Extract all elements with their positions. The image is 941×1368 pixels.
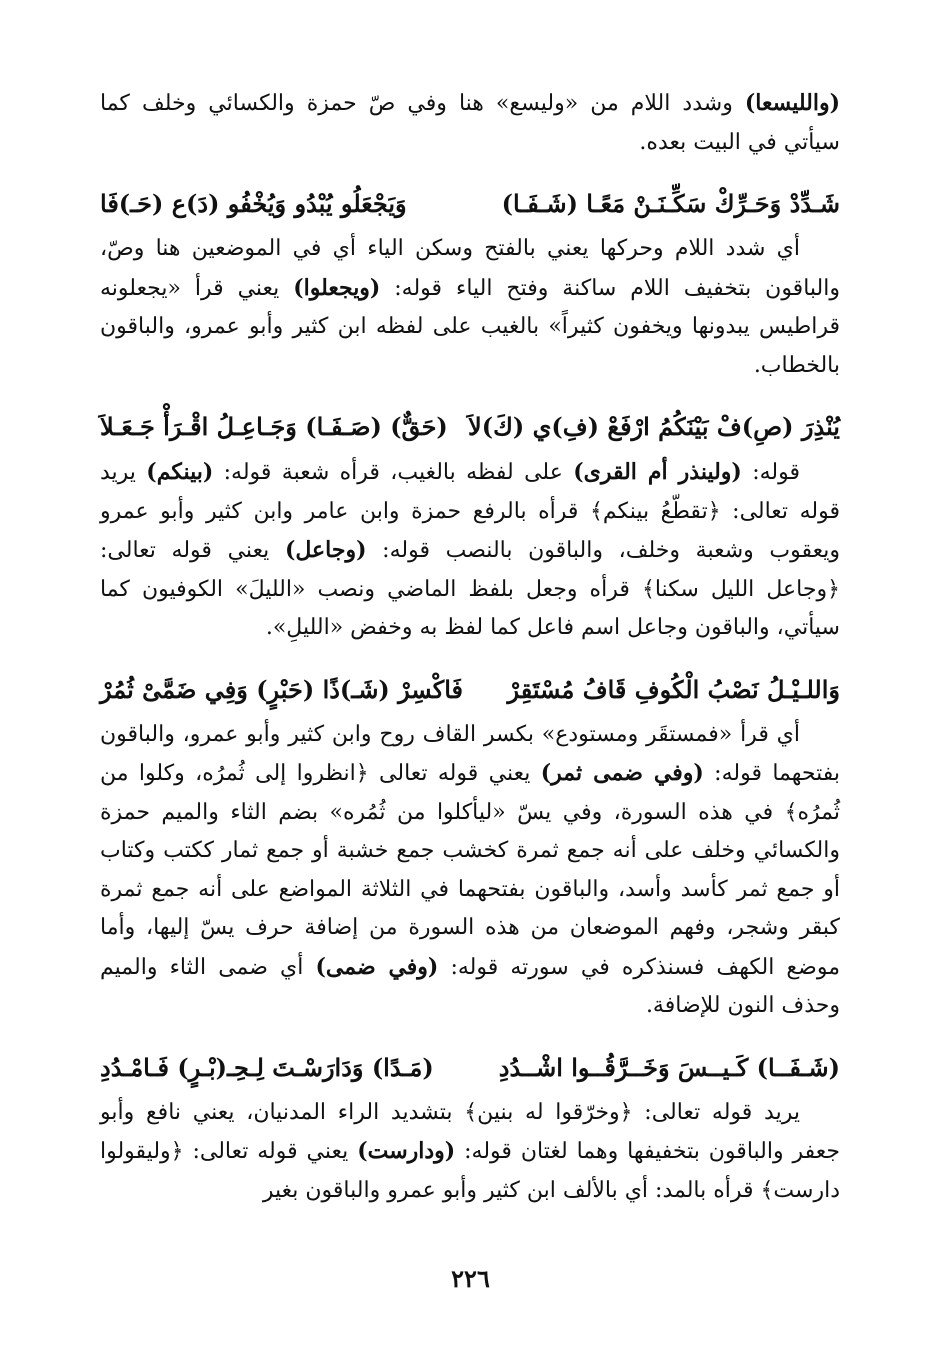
verse-first-hemistich: يُنْذِرَ (صِ)فْ بَيْنَكُمُ ارْفَعْ (فِ)ي (كَ)لاَ bbox=[468, 412, 840, 441]
text-run: أي شدد اللام وحركها يعني بالفتح وسكن الياء أي في الموضعين هنا وصّ، والباقون بتخفيف اللام ساكنة وفتح الياء قوله: bbox=[100, 236, 840, 301]
commentary-paragraph bbox=[100, 716, 840, 1026]
page-number: ٢٢٦ bbox=[451, 1264, 490, 1293]
quoted-term: (بينكم) bbox=[146, 459, 214, 485]
text-run: يريد قوله تعالى: ﴿تقطّعُ بينكم﴾ قرأه بالرفع حمزة وابن عامر وابن كثير وأبو عمرو ويعقوب وشعبة وخلف، والباقون بالنصب قوله: bbox=[100, 460, 840, 563]
poem-verse bbox=[100, 670, 840, 710]
verse-second-hemistich: وَيَجْعَلُو يُبْدُو وَيُخْفُو (دَ)ع (حَـ)فَا bbox=[100, 189, 407, 218]
poem-verse bbox=[100, 407, 840, 447]
commentary-paragraph bbox=[100, 1094, 840, 1211]
text-run: يعني قوله تعالى ﴿انظروا إلى ثُمرُه، وكلوا من ثُمرُه﴾ في هذه السورة، وفي يسّ «ليأكلوا من ثُمُره» بضم الثاء والميم حمزة والكسائي وخلف على أنه جمع ثمرة كخشب جمع خشبة أو جمع ثمار ككتب وكتاب أو جمع ثمر كأسد وأسد، والباقون بفتحهما في الثلاثة المواضع على أنه جمع ثمرة كبقر وشجر، وفهم الموضعان من هذه السورة من إضافة حرف يسّ إليها، وأما موضع الكهف فسنذكره في سورته قوله: bbox=[100, 761, 840, 980]
quoted-term: (وفي ضمى) bbox=[315, 953, 439, 980]
text-run: يعني قرأ «يجعلونه قراطيس يبدونها ويخفون كثيراً» بالغيب على لفظه ابن كثير وأبو عمرو، والباقون بالخطاب. bbox=[100, 275, 840, 378]
quoted-term: (ويجعلوا) bbox=[293, 274, 381, 301]
quoted-term: (وجاعل) bbox=[284, 537, 367, 563]
text-run: أي قرأ «فمستقَر ومستودع» بكسر القاف روح وابن كثير وأبو عمرو، والباقون بفتحهما قوله: bbox=[100, 721, 840, 786]
quoted-term: (ودارست) bbox=[357, 1138, 456, 1164]
text-run: يعني قوله تعالى: ﴿وجاعل الليل سكنا﴾ قرأه وجعل بلفظ الماضي ونصب «الليلَ» الكوفيون كما سيأتي، والباقون وجاعل اسم فاعل كما لفظ به وخفض «الليلِ». bbox=[100, 538, 840, 640]
text-run: أي ضمى الثاء والميم وحذف النون للإضافة. bbox=[100, 954, 840, 1018]
commentary-paragraph bbox=[100, 84, 840, 162]
text-run: قوله: bbox=[741, 460, 800, 485]
verse-first-hemistich: وَاللـيْـلُ نَصْبُ الْكُوفِ قَافُ مُسْتَقِرْ bbox=[507, 674, 840, 704]
text-run: على لفظه بالغيب، قرأه شعبة قوله: bbox=[213, 460, 574, 485]
text-run: وشدد اللام من «وليسع» هنا وفي صّ حمزة والكسائي وخلف كما سيأتي في البيت بعده. bbox=[100, 91, 840, 155]
verse-first-hemistich: شَـدِّدْ وَحَـرِّكْ سَكِّـنَـنْ مَعًـا (شَـفَـا) bbox=[501, 189, 840, 218]
verse-first-hemistich: (شَـفَــا) كَـيــسَ وَخَــرَّقُــوا اشْــدُدِ bbox=[498, 1052, 840, 1082]
commentary-paragraph bbox=[100, 453, 840, 648]
verse-second-hemistich: فَاكْسِرْ (شَـ)ذًا (حَبْرٍ) وَفِي ضَمَّىْ ثُمُرْ bbox=[100, 674, 463, 704]
quoted-term: (ولينذر أم القرى) bbox=[573, 459, 742, 485]
quoted-term: (وفي ضمى ثمر) bbox=[540, 760, 704, 786]
quoted-term: (والليسعا) bbox=[744, 90, 840, 116]
text-run: يريد قوله تعالى: ﴿وخرّقوا له بنين﴾ بتشديد الراء المدنيان، يعني نافع وأبو جعفر والباقون بتخفيفها وهما لغتان قوله: bbox=[100, 1099, 840, 1164]
text-run: يعني قوله تعالى: ﴿وليقولوا دارست﴾ قرأه بالمد: أي بالألف ابن كثير وأبو عمرو والباقون بغير bbox=[100, 1139, 840, 1203]
poem-verse bbox=[100, 184, 840, 224]
commentary-paragraph bbox=[100, 230, 840, 385]
page-body bbox=[100, 84, 840, 1210]
verse-second-hemistich: (مَـدًا) وَدَارَسْـتَ لِـحِـ(بْـرٍ) فَـامْـدُدِ bbox=[100, 1052, 434, 1082]
poem-verse bbox=[100, 1048, 840, 1088]
verse-second-hemistich: (حَقٌّ) (صَـفَـا) وَجَـاعِـلُ اقْـرَأْ جَـعَـلاَ bbox=[100, 412, 448, 441]
